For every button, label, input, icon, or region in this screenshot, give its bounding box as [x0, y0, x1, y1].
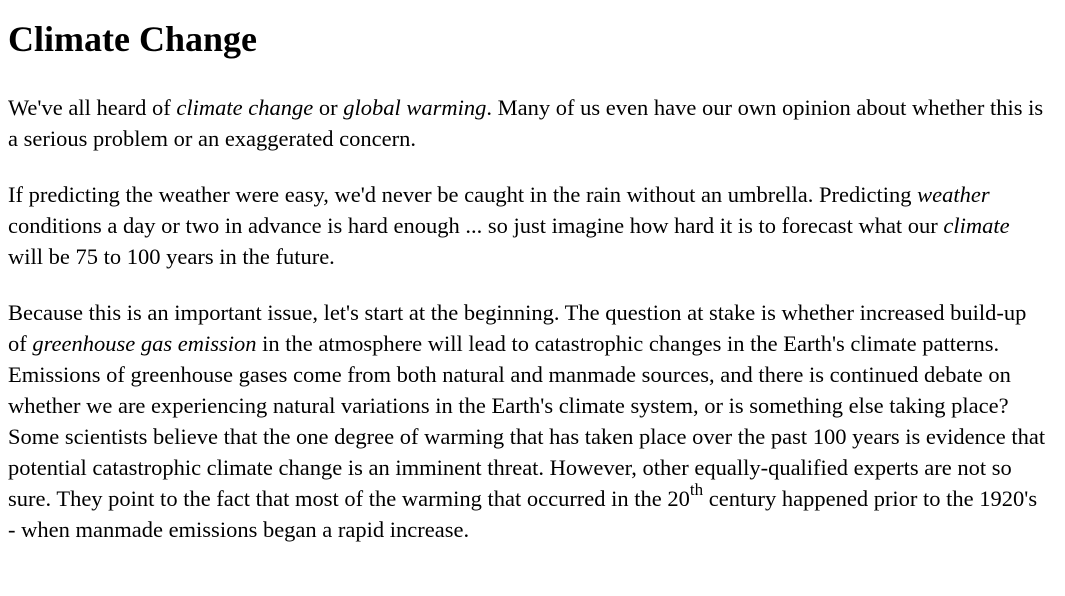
text: Because this is an important issue, let's start at the beginning. The question at stake is whether increased build-up of	[8, 300, 1027, 356]
text: will be 75 to 100 years in the future.	[8, 244, 335, 269]
text: . Many of us even have our own opinion about whether this is a serious problem or an exaggerated concern.	[8, 95, 1044, 151]
superscript-th: th	[689, 479, 704, 499]
page-title: Climate Change	[8, 19, 257, 59]
text: conditions a day or two in advance is hard enough ... so just imagine how hard it is to forecast what our	[8, 213, 944, 238]
emphasis-climate: climate	[943, 213, 1010, 238]
text: century happened prior to the 1920's - when manmade emissions began a rapid increase.	[8, 486, 1038, 542]
text: We've all heard of	[8, 95, 177, 120]
emphasis-global-warming: global warming	[343, 95, 487, 120]
text: in the atmosphere will lead to catastrophic changes in the Earth's climate patterns. Emissions of greenhouse gases come from both natural and manmade sources, and there is continued debate on whether we are experiencing natural variations in the Earth's climate system, or is something else taking place? Some scientists believe that the one degree of warming that has taken place over the past 100 years is evidence that potential catastrophic climate change is an imminent threat. However, other equally-qualified experts are not so sure. They point to the fact that most of the warming that occurred in the 20	[8, 331, 1046, 511]
emphasis-climate-change: climate change	[176, 95, 314, 120]
text: or	[313, 95, 344, 120]
text: If predicting the weather were easy, we'd never be caught in the rain without an umbrella. Predicting	[8, 182, 918, 207]
weather-paragraph	[8, 179, 1048, 272]
intro-paragraph	[8, 92, 1048, 154]
emphasis-weather: weather	[917, 182, 990, 207]
emphasis-greenhouse-gas: greenhouse gas emission	[32, 331, 257, 356]
issue-paragraph	[8, 297, 1048, 545]
